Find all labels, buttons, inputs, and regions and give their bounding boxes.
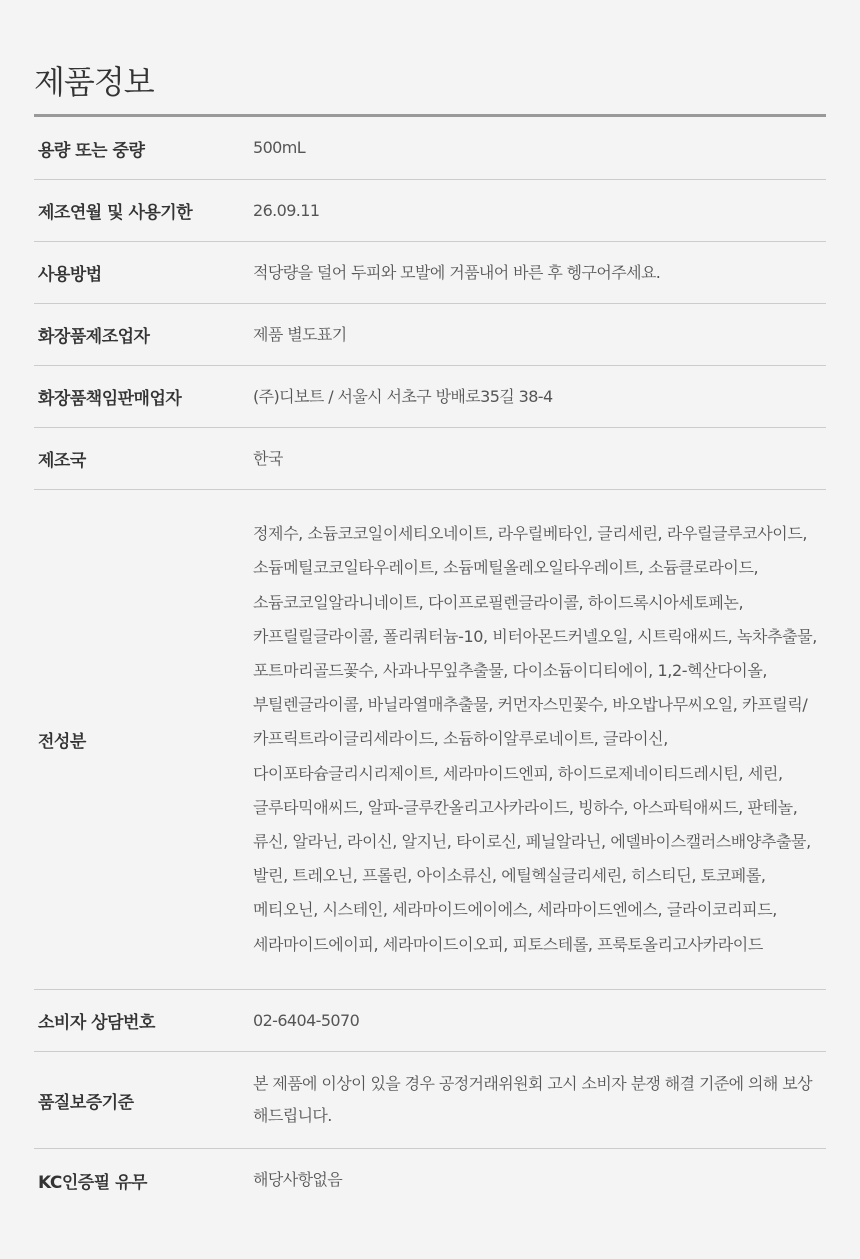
table-row-expiry bbox=[34, 180, 826, 242]
row-value: 제품 별도표기 bbox=[253, 324, 347, 344]
table-row-phone bbox=[34, 990, 826, 1052]
row-value: 한국 bbox=[253, 448, 283, 468]
row-value: 본 제품에 이상이 있을 경우 공정거래위원회 고시 소비자 분쟁 해결 기준에 의해 보상해드립니다. bbox=[253, 1074, 812, 1125]
row-label: 사용방법 bbox=[38, 265, 102, 285]
row-label: 품질보증기준 bbox=[38, 1092, 134, 1113]
row-value: 적당량을 덜어 두피와 모발에 거품내어 바른 후 헹구어주세요. bbox=[253, 262, 661, 282]
row-label: KC인증필 유무 bbox=[38, 1172, 147, 1193]
row-value: 500mL bbox=[253, 138, 306, 157]
row-value: 해당사항없음 bbox=[253, 1170, 343, 1189]
table-row-seller bbox=[34, 366, 826, 428]
row-value: 정제수, 소듐코코일이세티오네이트, 라우릴베타인, 글리세린, 라우릴글루코사이드, 소듐메틸코코일타우레이트, 소듐메틸올레오일타우레이트, 소듐클로라이드, 소듐코코일알라니네이트, 다이프로필렌글라이콜, 하이드록시아세토페논, 카프릴릴글라이콜, 폴리쿼터늄-10, 비터아몬드커넬오일, 시트릭애씨드, 녹차추출물, 포트마리골드꽃수, 사과나무잎추출물, 다이소듐이디티에이, 1,2-헥산다이올, 부틸렌글라이콜, 바닐라열매추출물, 커먼자스민꽃수, 바오밥나무씨오일, 카프릴릭/카프릭트라이글리세라이드, 소듐하이알루로네이트, 글라이신, 다이포타슘글리시리제이트, 세라마이드엔피, 하이드로제네이티드레시틴, 세린, 글루타믹애씨드, 알파-글루칸올리고사카라이드, 빙하수, 아스파틱애씨드, 판테놀, 류신, 알라닌, 라이신, 알지닌, 타이로신, 페닐알라닌, 에델바이스캘러스배양추출물, 발린, 트레오닌, 프롤린, 아이소류신, 에틸헥실글리세린, 히스티딘, 토코페롤, 메티오닌, 시스테인, 세라마이드에이에스, 세라마이드엔에스, 글라이코리피드, 세라마이드에이피, 세라마이드이오피, 피토스테롤, 프룩토올리고사카라이드 bbox=[253, 524, 817, 954]
row-label: 전성분 bbox=[38, 732, 86, 752]
page-title: 제품정보 bbox=[34, 63, 154, 101]
row-label: 용량 또는 중량 bbox=[38, 140, 145, 161]
table-row-ingredients bbox=[34, 490, 826, 990]
row-value: 02-6404-5070 bbox=[253, 1010, 360, 1030]
row-value: (주)디보트 / 서울시 서초구 방배로35길 38-4 bbox=[253, 386, 553, 406]
row-label: 소비자 상담번호 bbox=[38, 1013, 155, 1033]
table-row-quality bbox=[34, 1052, 826, 1149]
row-value: 26.09.11 bbox=[253, 200, 320, 220]
table-row-kc bbox=[34, 1149, 826, 1211]
table-row-country bbox=[34, 428, 826, 490]
table-row-manufacturer bbox=[34, 304, 826, 366]
row-label: 화장품책임판매업자 bbox=[38, 389, 182, 409]
row-label: 제조연월 및 사용기한 bbox=[38, 203, 193, 223]
product-info-table bbox=[34, 117, 826, 1211]
table-row-usage bbox=[34, 242, 826, 304]
row-label: 제조국 bbox=[38, 451, 86, 471]
row-label: 화장품제조업자 bbox=[38, 327, 150, 347]
table-row-volume bbox=[34, 117, 826, 180]
